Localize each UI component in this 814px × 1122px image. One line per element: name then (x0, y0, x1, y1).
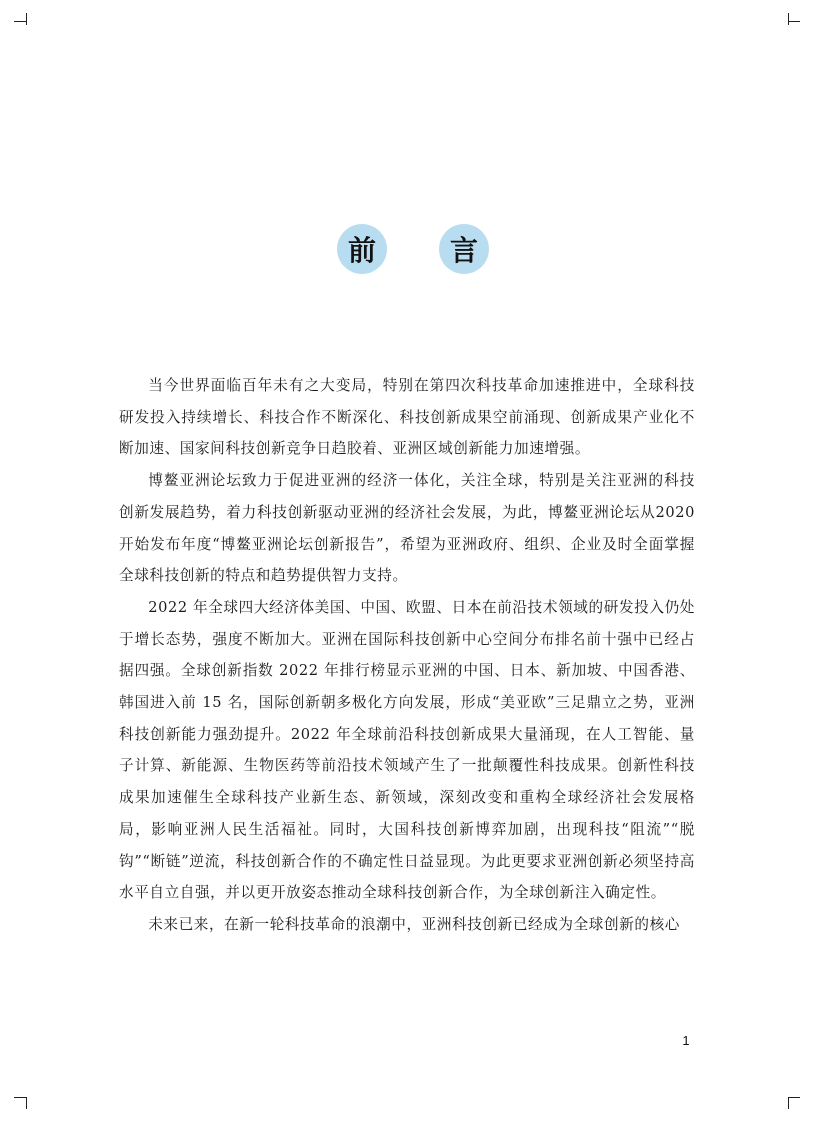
crop-mark (788, 13, 789, 25)
crop-mark (788, 21, 800, 22)
paragraph: 2022 年全球四大经济体美国、中国、欧盟、日本在前沿技术领域的研发投入仍处于增长态势，强度不断加大。亚洲在国际科技创新中心空间分布排名前十强中已经占据四强。全球创新指数 2022 年排行榜显示亚洲的中国、日本、新加坡、中国香港、韩国进入前 15 名，国际创新朝多极化方向发展，形成“美亚欧”三足鼎立之势，亚洲科技创新能力强劲提升。2022 年全球前沿科技创新成果大量涌现，在人工智能、量子计算、新能源、生物医药等前沿技术领域产生了一批颠覆性科技成果。创新性科技成果加速催生全球科技产业新生态、新领域，深刻改变和重构全球经济社会发展格局，影响亚洲人民生活福祉。同时，大国科技创新博弈加剧，出现科技“阻流”“脱钩”“断链”逆流，科技创新合作的不确定性日益显现。为此更要求亚洲创新必须坚持高水平自立自强，并以更开放姿态推动全球科技创新合作，为全球创新注入确定性。 (119, 598, 695, 902)
page-number: 1 (682, 1033, 690, 1048)
paragraph: 当今世界面临百年未有之大变局，特别在第四次科技革命加速推进中，全球科技研发投入持续增长、科技合作不断深化、科技创新成果空前涌现、创新成果产业化不断加速、国家间科技创新竞争日趋胶着、亚洲区域创新能力加速增强。 (119, 377, 695, 458)
crop-mark (14, 1097, 26, 1098)
page-title (0, 224, 814, 274)
title-char: 前 (337, 224, 387, 274)
body-text (119, 370, 695, 941)
paragraph: 未来已来，在新一轮科技革命的浪潮中，亚洲科技创新已经成为全球创新的核心 (148, 915, 680, 933)
crop-mark (14, 21, 26, 22)
crop-mark (788, 1097, 789, 1109)
crop-mark (26, 13, 27, 25)
title-char: 言 (439, 224, 489, 274)
crop-mark (788, 1097, 800, 1098)
paragraph: 博鳌亚洲论坛致力于促进亚洲的经济一体化，关注全球，特别是关注亚洲的科技创新发展趋势，着力科技创新驱动亚洲的经济社会发展，为此，博鳌亚洲论坛从2020开始发布年度“博鳌亚洲论坛创新报告”，希望为亚洲政府、组织、企业及时全面掌握全球科技创新的特点和趋势提供智力支持。 (119, 472, 695, 585)
crop-mark (26, 1097, 27, 1109)
